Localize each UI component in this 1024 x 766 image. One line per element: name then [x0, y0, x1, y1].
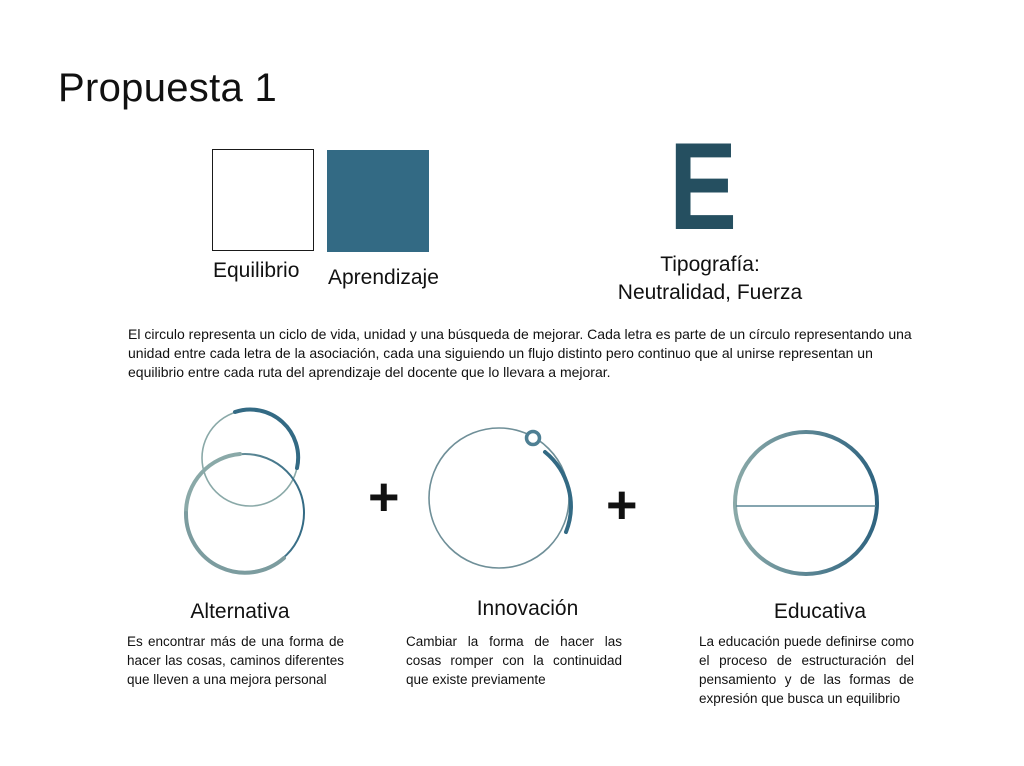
small-circle-arc — [235, 410, 298, 468]
plus-sign: + — [368, 467, 400, 527]
circle-with-diameter-icon — [695, 402, 925, 577]
aprendizaje-swatch — [327, 150, 429, 252]
innovacion-title: Innovación — [476, 597, 579, 620]
accent-arc — [545, 452, 571, 532]
ring-node — [527, 432, 540, 445]
two-overlapping-circles-icon — [130, 402, 360, 577]
typography-label: Tipografía: — [660, 253, 760, 276]
big-e-glyph: E — [669, 118, 737, 256]
aprendizaje-label: Aprendizaje — [328, 266, 439, 289]
alternativa-description: Es encontrar más de una forma de hacer las cosas, caminos diferentes que lleven a una mejora personal — [127, 634, 344, 687]
typography-caption — [590, 251, 830, 307]
typography-sample — [669, 118, 737, 256]
educativa-description: La educación puede definirse como el proceso de estructuración del pensamiento y de las formas de expresión que busca un equilibrio — [699, 634, 914, 706]
intro-paragraph: El circulo representa un ciclo de vida, unidad y una búsqueda de mejorar. Cada letra es parte de un círculo representando una unidad entre cada letra de la asociación, cada una siguiendo un flujo distinto pero continuo que al unirse representan un equilibrio entre cada ruta del aprendizaje del docente que lo llevara a mejorar. — [128, 326, 912, 380]
educativa-title: Educativa — [773, 600, 867, 623]
alternativa-title: Alternativa — [190, 600, 290, 623]
equilibrio-label: Equilibrio — [213, 259, 300, 282]
typography-sample-letter — [669, 118, 737, 256]
circle-with-ring-node-icon — [400, 402, 630, 577]
outer-circle — [735, 432, 877, 574]
plus-sign: + — [606, 475, 638, 535]
equilibrio-swatch — [212, 149, 314, 251]
large-circle-arc-left — [186, 454, 240, 513]
outer-circle — [429, 428, 569, 568]
page-title: Propuesta 1 — [58, 66, 278, 110]
typography-traits: Neutralidad, Fuerza — [617, 281, 803, 304]
innovacion-description: Cambiar la forma de hacer las cosas romper con la continuidad que existe previamente — [406, 634, 622, 687]
large-circle-arc-bottom — [186, 513, 284, 573]
